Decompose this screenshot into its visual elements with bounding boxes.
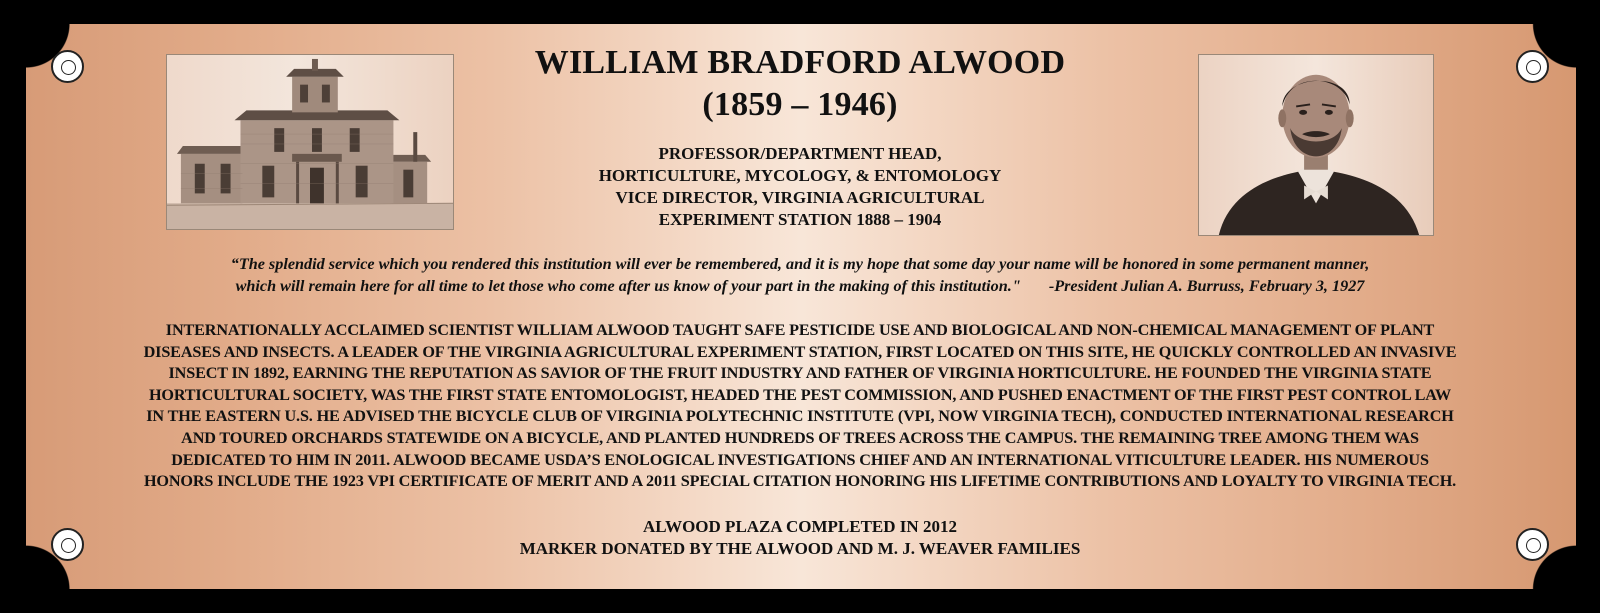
quote-attribution: -President Julian A. Burruss, February 3, 1927: [1048, 277, 1365, 295]
quote-text: which will remain here for all time to let those who come after us know of your part in the making of this institution.": [235, 277, 1021, 295]
plaque-footer: [0, 516, 1600, 560]
biography-paragraph: [46, 320, 1554, 493]
footer-line: MARKER DONATED BY THE ALWOOD AND M. J. WEAVER FAMILIES: [519, 539, 1081, 558]
footer-line: ALWOOD PLAZA COMPLETED IN 2012: [643, 517, 957, 536]
biography-line: AND TOURED ORCHARDS STATEWIDE ON A BICYCLE, AND PLANTED HUNDREDS OF TREES ACROSS THE CAMPUS. THE REMAINING TREE AMONG THEM WAS: [181, 428, 1419, 447]
biography-line: DISEASES AND INSECTS. A LEADER OF THE VIRGINIA AGRICULTURAL EXPERIMENT STATION, FIRST LOCATED ON THIS SITE, HE QUICKLY CONTROLLED AN INVASIVE: [143, 342, 1457, 361]
positions-block: [0, 143, 1600, 231]
biography-line: INSECT IN 1892, EARNING THE REPUTATION AS SAVIOR OF THE FRUIT INDUSTRY AND FATHER OF VIRGINIA HORTICULTURE. HE FOUNDED THE VIRGINIA STATE: [168, 364, 1432, 383]
honoree-name: WILLIAM BRADFORD ALWOOD: [534, 44, 1066, 81]
position-line: HORTICULTURE, MYCOLOGY, & ENTOMOLOGY: [598, 166, 1002, 185]
position-line: PROFESSOR/DEPARTMENT HEAD,: [658, 144, 942, 163]
biography-line: IN THE EASTERN U.S. HE ADVISED THE BICYCLE CLUB OF VIRGINIA POLYTECHNIC INSTITUTE (VPI, NOW VIRGINIA TECH), CONDUCTED INTERNATIONAL RESEARCH: [146, 407, 1454, 426]
plaque-title: [0, 42, 1600, 126]
biography-line: INTERNATIONALLY ACCLAIMED SCIENTIST WILLIAM ALWOOD TAUGHT SAFE PESTICIDE USE AND BIOLOGICAL AND NON-CHEMICAL MANAGEMENT OF PLANT: [165, 321, 1435, 339]
biography-line: HONORS INCLUDE THE 1923 VPI CERTIFICATE OF MERIT AND A 2011 SPECIAL CITATION HONORING HIS LIFETIME CONTRIBUTIONS AND LOYALTY TO VIRGINIA TECH.: [143, 472, 1457, 491]
biography-line: HORTICULTURAL SOCIETY, WAS THE FIRST STATE ENTOMOLOGIST, HEADED THE PEST COMMISSION, AND PUSHED ENACTMENT OF THE FIRST PEST CONTROL LAW: [148, 385, 1452, 404]
burruss-quote: [0, 253, 1600, 297]
position-line: VICE DIRECTOR, VIRGINIA AGRICULTURAL: [615, 188, 985, 207]
quote-line: [0, 275, 1600, 297]
quote-line: “The splendid service which you rendered this institution will ever be remembered, and it is my hope that some day your name will be honored in some permanent manner,: [230, 255, 1370, 273]
honoree-years: (1859 – 1946): [702, 86, 898, 123]
biography-line: DEDICATED TO HIM IN 2011. ALWOOD BECAME USDA’S ENOLOGICAL INVESTIGATIONS CHIEF AND AN INTERNATIONAL VITICULTURE LEADER. HIS NUMEROUS: [171, 450, 1429, 469]
position-line: EXPERIMENT STATION 1888 – 1904: [658, 210, 942, 229]
